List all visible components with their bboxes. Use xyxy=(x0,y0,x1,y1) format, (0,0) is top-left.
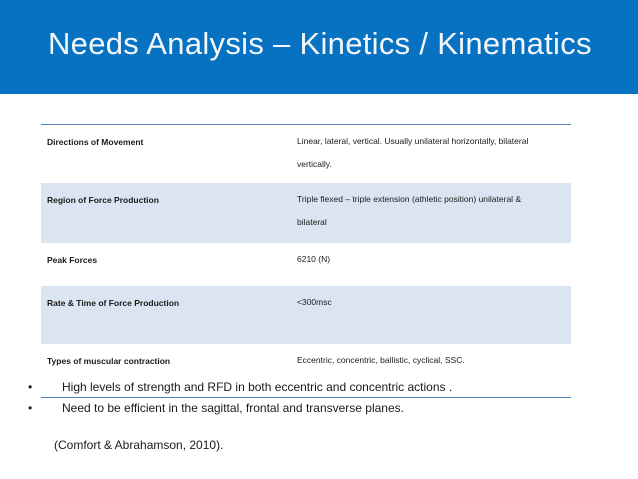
row-value-line: Triple flexed – triple extension (athletic position) unilateral & xyxy=(297,194,522,204)
table-row xyxy=(41,183,571,243)
row-value-line: Linear, lateral, vertical. Usually unilateral horizontally, bilateral xyxy=(297,136,529,146)
row-label: Types of muscular contraction xyxy=(47,356,171,366)
row-value-line: <300msc xyxy=(297,297,332,307)
bullet-text: Need to be efficient in the sagittal, frontal and transverse planes. xyxy=(62,401,404,415)
list-item xyxy=(28,401,452,422)
row-value xyxy=(297,286,571,344)
row-value-line: vertically. xyxy=(297,159,332,169)
table-row xyxy=(41,286,571,344)
table-row xyxy=(41,125,571,184)
bullet-marker: • xyxy=(28,401,33,415)
table-row xyxy=(41,243,571,286)
slide-title: Needs Analysis – Kinetics / Kinematics xyxy=(48,26,592,61)
row-label: Rate & Time of Force Production xyxy=(41,286,297,344)
citation: (Comfort & Abrahamson, 2010). xyxy=(54,438,224,452)
bullet-list xyxy=(28,380,452,422)
row-label: Peak Forces xyxy=(47,255,98,265)
row-value xyxy=(297,125,571,184)
row-label: Region of Force Production xyxy=(41,183,297,243)
row-value xyxy=(297,243,571,286)
row-label: Directions of Movement xyxy=(47,137,144,147)
title-bar xyxy=(0,0,638,94)
list-item xyxy=(28,380,452,401)
row-value-line: 6210 (N) xyxy=(297,254,331,264)
bullet-text: High levels of strength and RFD in both eccentric and concentric actions . xyxy=(62,380,453,394)
needs-analysis-table xyxy=(41,124,571,398)
row-value xyxy=(297,183,571,243)
bullet-marker: • xyxy=(28,380,33,394)
row-value-line: Eccentric, concentric, ballistic, cyclical, SSC. xyxy=(297,355,465,365)
row-value-line: bilateral xyxy=(297,217,327,227)
